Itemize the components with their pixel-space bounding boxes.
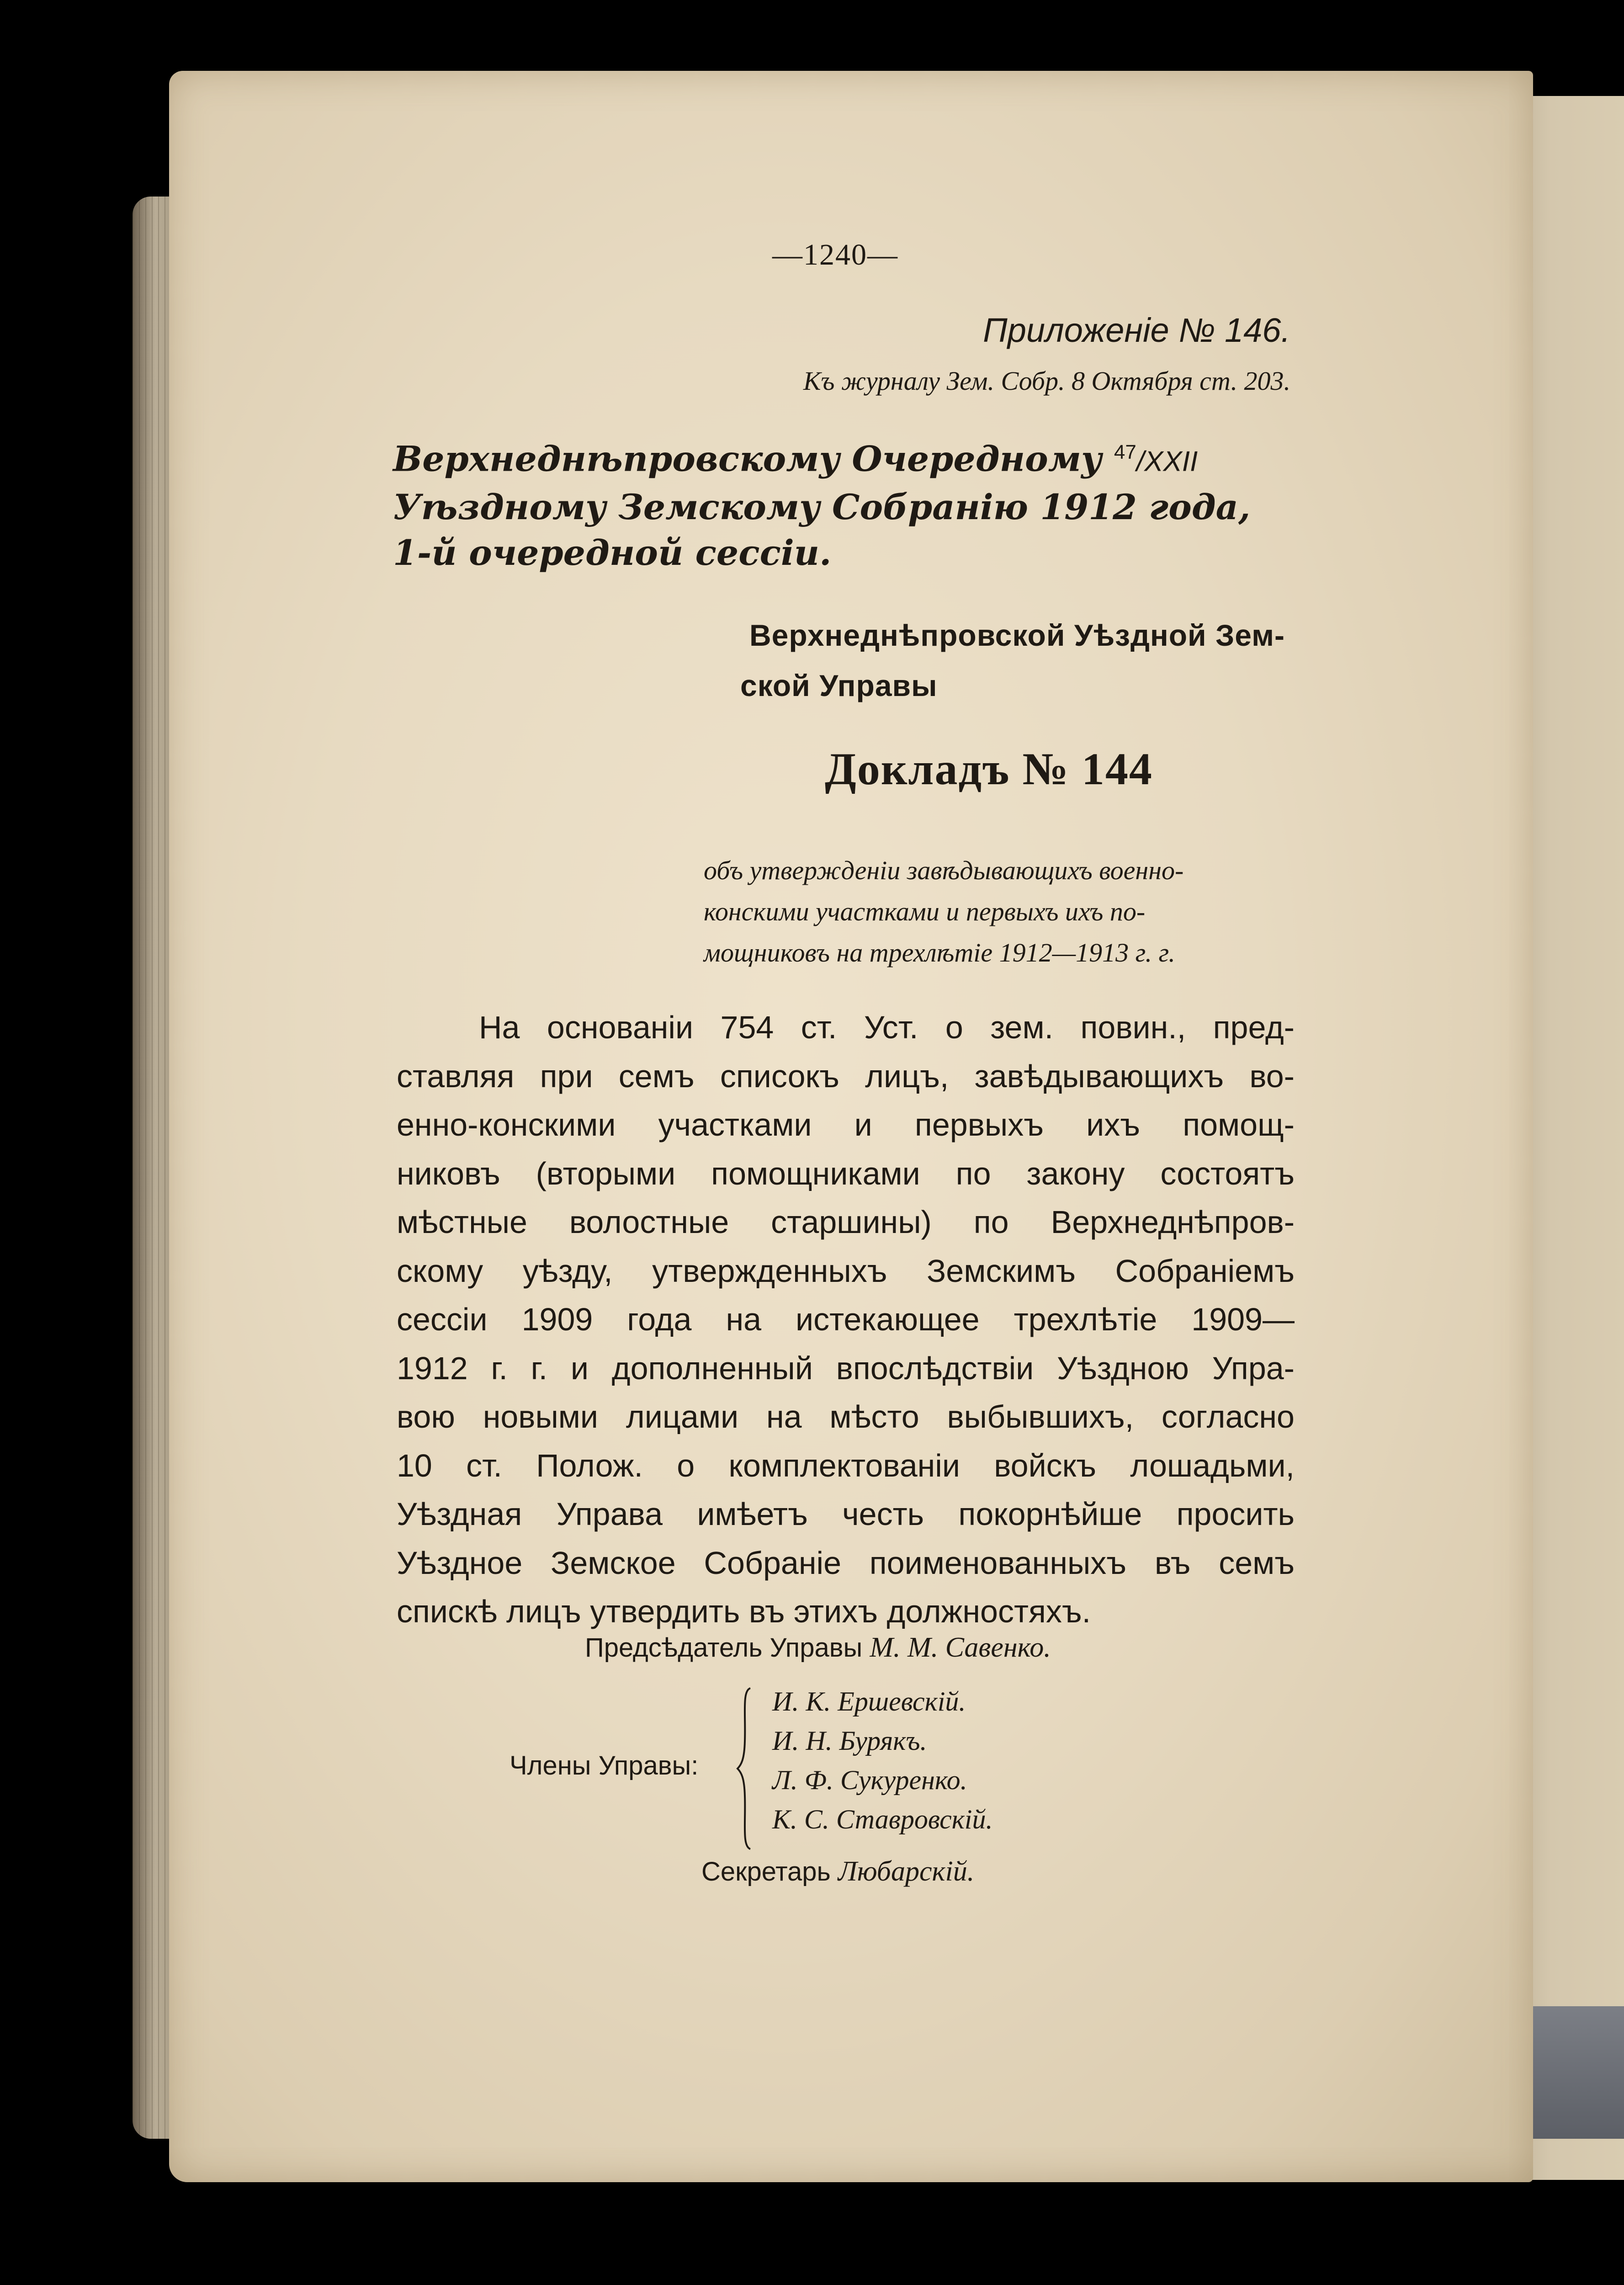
report-title: Докладъ № 144	[825, 744, 1153, 794]
body-line: На основанiи 754 ст. Уст. о зем. повин., пред-	[479, 1010, 1295, 1045]
body-line: 1912 г. г. и дополненный впослѣдствiи Уѣздною Упра-	[397, 1350, 1295, 1386]
council-line-2: ской Управы	[740, 669, 938, 702]
body-line: енно-конскими участками и первыхъ ихъ помощ-	[397, 1107, 1295, 1142]
member-name: Л. Ф. Сукуренко.	[772, 1765, 967, 1795]
page-number: —1240—	[772, 238, 898, 271]
subject-line: объ утвержденiи завѣдывающихъ военно-	[704, 856, 1184, 885]
journal-reference: Къ журналу Зем. Собр. 8 Октября ст. 203.	[803, 366, 1290, 396]
addressee-block	[393, 430, 1298, 576]
handwritten-roman-number: /XXII	[1136, 446, 1198, 478]
council-line-1: Верхнеднѣпровской Уѣздной Зем-	[749, 618, 1285, 652]
addressee-line-1	[393, 430, 1298, 484]
member-name: И. К. Ершевскiй.	[772, 1686, 966, 1716]
body-line: спискѣ лицъ утвердить въ этихъ должностяхъ.	[397, 1594, 1091, 1629]
addressee-text-1: Верхнеднѣпровскому Очередному	[393, 438, 1102, 479]
secretary-label: Секретарь	[701, 1857, 831, 1886]
subject-line: мощниковъ на трехлѣтiе 1912—1913 г. г.	[704, 938, 1175, 967]
member-name: К. С. Ставровскiй.	[772, 1804, 993, 1834]
body-line: скому уѣзду, утвержденныхъ Земскимъ Собранiемъ	[397, 1253, 1295, 1289]
chairman-name: М. М. Савенко.	[870, 1632, 1051, 1663]
members-list	[772, 1682, 992, 1839]
body-line: Уѣздная Управа имѣетъ честь покорнѣйше просить	[397, 1496, 1295, 1532]
body-line: мѣстные волостные старшины) по Верхнеднѣпров-	[397, 1204, 1295, 1240]
chairman-signature	[585, 1631, 1051, 1664]
body-line: сессiи 1909 года на истекающее трехлѣтiе 1909—	[397, 1302, 1295, 1337]
secretary-signature	[701, 1855, 974, 1888]
report-body	[397, 1003, 1295, 1636]
handwritten-sup-number: 47	[1114, 441, 1136, 463]
body-line: 10 ст. Полож. о комплектованiи войскъ лошадьми,	[397, 1447, 1295, 1483]
body-line: ставляя при семъ списокъ лицъ, завѣдывающихъ во-	[397, 1058, 1295, 1094]
report-subject	[704, 850, 1311, 973]
chairman-label: Предсѣдатель Управы	[585, 1633, 863, 1663]
issuing-council	[740, 610, 1307, 711]
body-line: никовъ (вторыми помощниками по закону состоятъ	[397, 1155, 1295, 1191]
appendix-label: Приложенiе № 146.	[983, 311, 1290, 349]
secretary-name: Любарскiй.	[838, 1856, 975, 1887]
body-line: Уѣздное Земское Собранiе поименованныхъ въ семъ	[397, 1545, 1295, 1581]
curly-brace-icon	[736, 1686, 754, 1851]
body-line: вою новыми лицами на мѣсто выбывшихъ, согласно	[397, 1399, 1295, 1435]
member-name: И. Н. Бурякъ.	[772, 1726, 927, 1756]
members-label: Члены Управы:	[509, 1751, 699, 1780]
addressee-line-3: 1-й очередной сессiи.	[393, 532, 832, 574]
addressee-line-2: Уѣздному Земскому Собранiю 1912 года,	[393, 487, 1251, 528]
subject-line: конскими участками и первыхъ ихъ по-	[704, 897, 1146, 926]
